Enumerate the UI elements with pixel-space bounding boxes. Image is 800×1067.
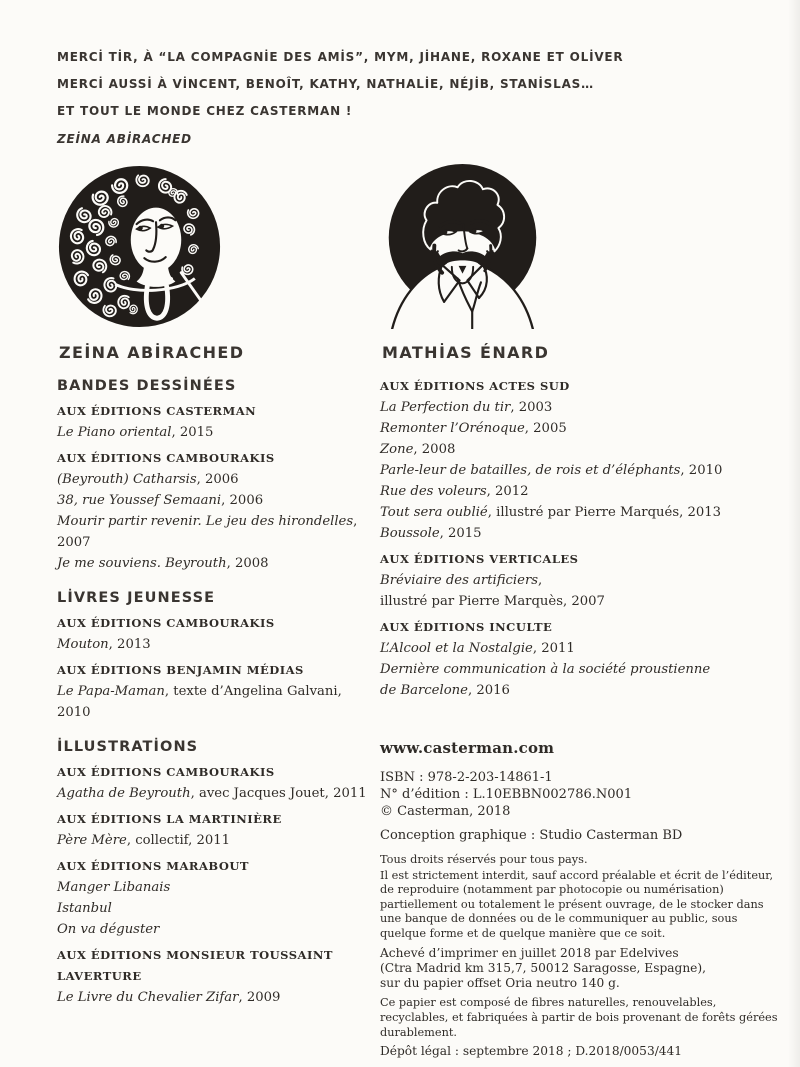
work-entry: Istanbul <box>57 901 112 916</box>
mathias-portrait-illustration <box>380 164 545 329</box>
work-entry: Le Piano oriental, 2015 <box>57 425 214 440</box>
casterman-website: www.casterman.com <box>380 739 555 757</box>
zeina-portrait-illustration <box>57 164 222 329</box>
publisher-heading: AUX ÉDITIONS CASTERMAN <box>57 404 257 418</box>
publisher-heading: AUX ÉDITIONS ACTES SUD <box>380 379 570 393</box>
bibliography-mathias <box>380 376 778 701</box>
publisher-heading: AUX ÉDITIONS MONSIEUR TOUSSAINT LAVERTURE <box>57 948 333 983</box>
copyright-notice: © Casterman, 2018 <box>380 804 511 819</box>
work-entry: Remonter l’Orénoque, 2005 <box>380 421 567 436</box>
work-entry: 38, rue Youssef Semaani, 2006 <box>57 493 264 508</box>
work-entry: Mouton, 2013 <box>57 637 151 652</box>
author-column-mathias <box>380 164 778 1059</box>
acknowledgment-signature: ZEİNA ABİRACHED <box>57 132 192 146</box>
rights-reserved-notice: Tous droits réservés pour tous pays. <box>380 853 588 866</box>
bibliography-section-heading: BANDES DESSİNÉES <box>57 378 237 394</box>
paper-notice: Ce papier est composé de fibres naturelles, renouvelables, recyclables, et fabriquées à partir de bois provenant de forêts gérées durablement. <box>380 995 778 1039</box>
work-entry: Agatha de Beyrouth, avec Jacques Jouet, 2011 <box>57 786 367 801</box>
bibliography-section-heading: İLLUSTRATİONS <box>57 739 199 755</box>
publisher-heading: AUX ÉDITIONS INCULTE <box>380 620 553 634</box>
printing-line: Achevé d’imprimer en juillet 2018 par Edelvives <box>380 945 679 960</box>
bibliography-zeina <box>57 376 373 1008</box>
isbn: ISBN : 978-2-203-14861-1 <box>380 770 553 785</box>
publisher-heading: AUX ÉDITIONS LA MARTINIÈRE <box>57 812 282 826</box>
work-entry: Le Papa-Maman, texte d’Angelina Galvani, 2010 <box>57 684 342 720</box>
publisher-heading: AUX ÉDITIONS CAMBOURAKIS <box>57 451 275 465</box>
work-entry: Bréviaire des artificiers, illustré par Pierre Marquès, 2007 <box>380 573 605 609</box>
work-entry: Dernière communication à la société proustienne de Barcelone, 2016 <box>380 662 711 698</box>
mathias-beard-portrait-icon <box>380 164 545 329</box>
work-entry: Le Livre du Chevalier Zifar, 2009 <box>57 990 281 1005</box>
colophon-block <box>380 739 778 1059</box>
legal-notice: Il est strictement interdit, sauf accord préalable et écrit de l’éditeur, de reproduire (notamment par photocopie ou numérisation) partiellement ou totalement le présent ouvrage, de le stocker dans une banque de données ou de le communiquer au public, sous quelque forme et de quelque manière que ce soit. <box>380 868 774 940</box>
printing-notice <box>380 946 778 991</box>
printing-line: sur du papier offset Oria neutro 140 g. <box>380 975 620 990</box>
work-entry: Zone, 2008 <box>380 442 456 457</box>
publisher-heading: AUX ÉDITIONS CAMBOURAKIS <box>57 765 275 779</box>
publisher-heading: AUX ÉDITIONS VERTICALES <box>380 552 579 566</box>
work-entry: Rue des voleurs, 2012 <box>380 484 529 499</box>
work-entry: Tout sera oublié, illustré par Pierre Marqués, 2013 <box>380 505 722 520</box>
work-entry: Père Mère, collectif, 2011 <box>57 833 231 848</box>
edition-number: N° d’édition : L.10EBBN002786.N001 <box>380 787 633 802</box>
publisher-heading: AUX ÉDITIONS CAMBOURAKIS <box>57 616 275 630</box>
zeina-curly-hair-portrait-icon <box>57 164 222 329</box>
graphic-design-credit: Conception graphique : Studio Casterman BD <box>380 828 683 843</box>
work-entry: Parle-leur de batailles, de rois et d’éléphants, 2010 <box>380 463 723 478</box>
bibliography-section-heading: LİVRES JEUNESSE <box>57 590 216 606</box>
publisher-heading: AUX ÉDITIONS MARABOUT <box>57 859 249 873</box>
acknowledgment-line: MERCİ AUSSİ À VİNCENT, BENOÎT, KATHY, NATHALİE, NÉJİB, STANİSLAS… <box>57 77 594 91</box>
legal-deposit: Dépôt légal : septembre 2018 ; D.2018/0053/441 <box>380 1043 683 1058</box>
work-entry: Boussole, 2015 <box>380 526 482 541</box>
work-entry: Manger Libanais <box>57 880 171 895</box>
printing-line: (Ctra Madrid km 315,7, 50012 Saragosse, Espagne), <box>380 960 707 975</box>
work-entry: (Beyrouth) Catharsis, 2006 <box>57 472 239 487</box>
work-entry: Mourir partir revenir. Le jeu des hirondelles, 2007 <box>57 514 358 550</box>
edition-info-block <box>380 769 778 820</box>
acknowledgment-line: MERCİ TİR, À “LA COMPAGNİE DES AMİS”, MYM, JİHANE, ROXANE ET OLİVER <box>57 50 624 64</box>
author-name-zeina: ZEİNA ABİRACHED <box>59 343 245 362</box>
author-name-mathias: MATHİAS ÉNARD <box>382 343 550 362</box>
acknowledgments-block <box>57 51 677 146</box>
work-entry: L’Alcool et la Nostalgie, 2011 <box>380 641 575 656</box>
work-entry: Je me souviens. Beyrouth, 2008 <box>57 556 269 571</box>
work-entry: On va déguster <box>57 922 160 937</box>
publisher-heading: AUX ÉDITIONS BENJAMIN MÉDIAS <box>57 663 304 677</box>
author-column-zeina <box>57 164 373 1008</box>
work-entry: La Perfection du tir, 2003 <box>380 400 553 415</box>
acknowledgment-line: ET TOUT LE MONDE CHEZ CASTERMAN ! <box>57 104 353 118</box>
